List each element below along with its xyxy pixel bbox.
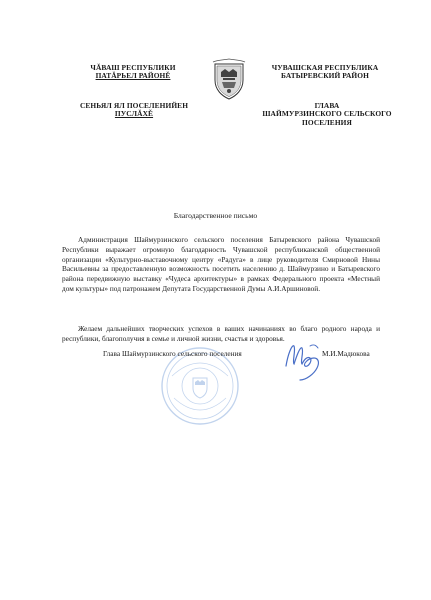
- coat-of-arms-icon: [211, 58, 247, 100]
- header-line: ЧУВАШСКАЯ РЕСПУБЛИКА: [271, 63, 379, 72]
- signer-name: М.И.Мадюкова: [322, 349, 370, 358]
- signer-position: Глава Шаймурзинского сельского поселения: [103, 349, 242, 358]
- official-seal-icon: [160, 346, 240, 426]
- header-line: ЧĂВАШ РЕСПУБЛИКИ: [90, 63, 176, 72]
- header-settlement-head-chuvash: [66, 102, 202, 119]
- header-line: ПУСЛĂХĚ: [114, 109, 154, 119]
- handwritten-signature: [280, 336, 324, 384]
- header-line: СЕНЬЯЛ ЯЛ ПОСЕЛЕНИЙЕН: [79, 101, 189, 110]
- header-chuvash-republic-russian: [259, 64, 391, 81]
- letter-title: Благодарственное письмо: [173, 211, 258, 220]
- header-line: ШАЙМУРЗИНСКОГО СЕЛЬСКОГО: [262, 109, 392, 119]
- header-chuvash-republic-chuvash: [66, 64, 200, 81]
- header-settlement-head-russian: [258, 102, 396, 127]
- letter-paragraph: [62, 235, 380, 294]
- header-line: БАТЫРЕВСКИЙ РАЙОН: [281, 71, 369, 81]
- header-line: ПОСЕЛЕНИЯ: [302, 117, 352, 127]
- paragraph-text: Желаем дальнейших творческих успехов в ваших начинаниях во благо родного народа и республики, благополучия в семье и личной жизни, счастья и здоровья.: [62, 324, 380, 343]
- letter-paragraph: [62, 324, 380, 344]
- header-line: ПАТĂРЬЕЛ РАЙОНĚ: [95, 71, 171, 81]
- paragraph-text: Администрация Шаймурзинского сельского поселения Батыревского района Чувашской Республики выражает огромную благодарность Чувашской республиканской общественной организации «Культурно-выставочному центру «Радуга» в лице руководителя Смирновой Нины Васильевны за предоставленную возможность посетить населению д. Шаймурзино и Батыревского района передвижную выставку «Чудеса архитектуры» в рамках Федерального проекта «Местный дом культуры» под патронажем Депутата Государственной Думы А.И.Аршиновой.: [62, 235, 380, 293]
- header-line: ГЛАВА: [314, 101, 340, 110]
